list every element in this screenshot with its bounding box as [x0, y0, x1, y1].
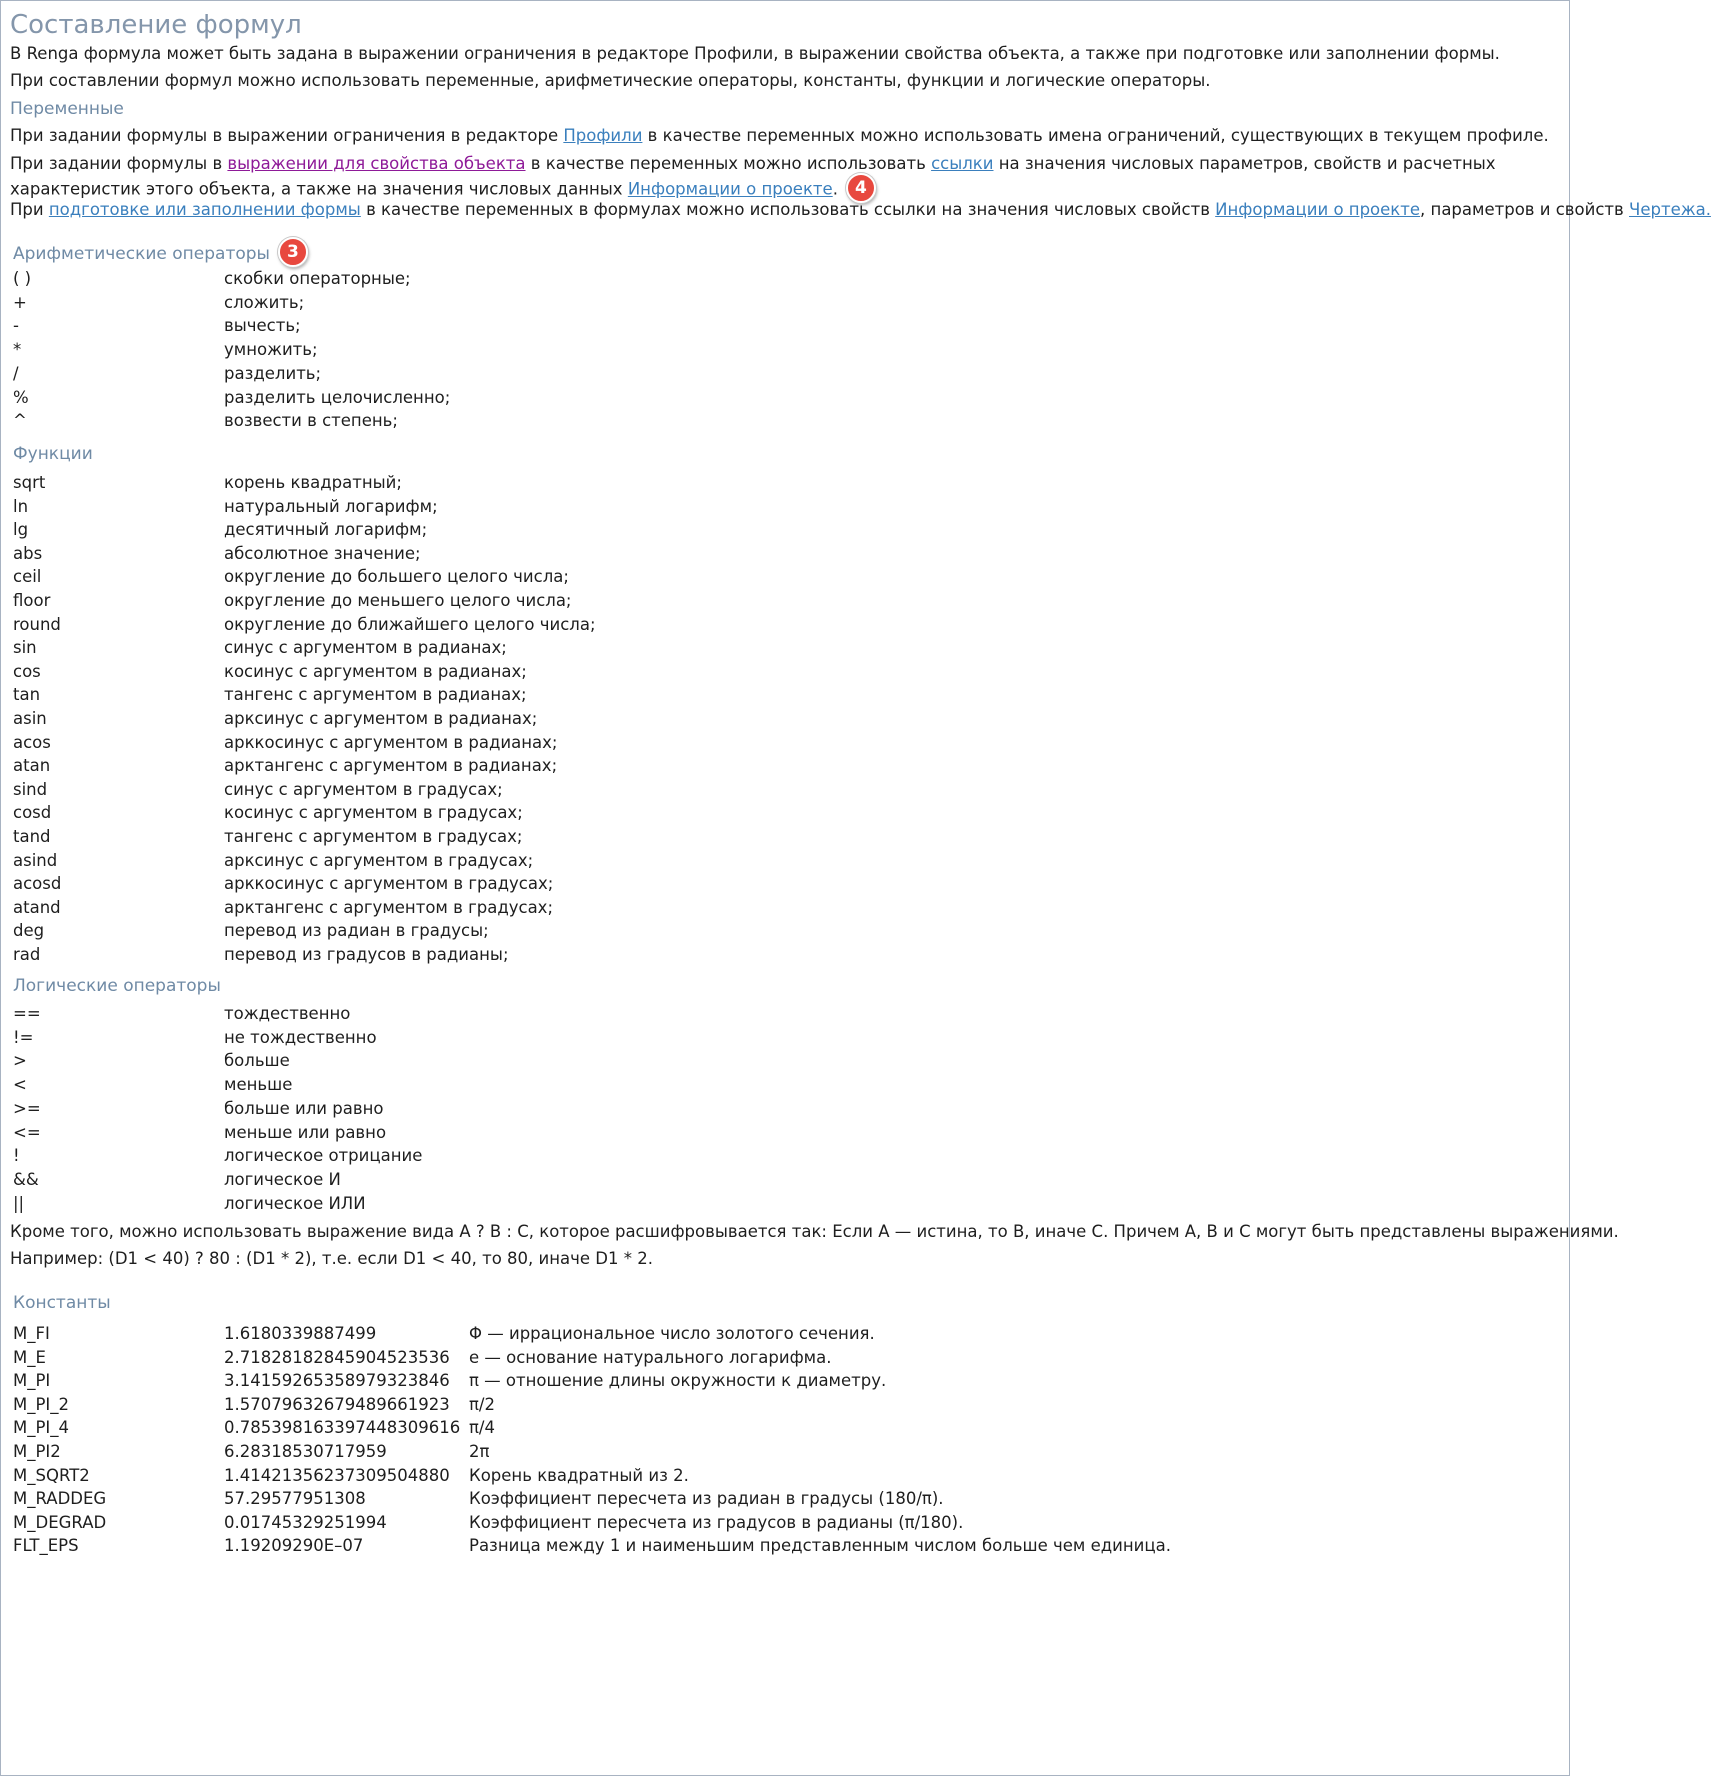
row-name: ( ) — [13, 269, 32, 288]
row-name: < — [13, 1075, 27, 1095]
row-name: >= — [13, 1098, 41, 1118]
row-name: abs — [13, 543, 43, 563]
row-description: логическое ИЛИ — [224, 1193, 366, 1213]
row-description: косинус с аргументом в радианах; — [224, 661, 527, 681]
row-name: M_DEGRAD — [13, 1512, 107, 1532]
variables-paragraph-2: При задании формулы в выражении для свойства объекта в качестве переменных можно использовать ссылки на значения числовых параметров, свойств и расчетных характеристик этого объекта, а также на значения числовых данных Информации о проекте. 4 — [10, 153, 1540, 205]
row-description: вычесть; — [224, 316, 301, 336]
row-name: acos — [13, 732, 51, 752]
row-description: Коэффициент пересчета из градусов в радианы (π/180). — [469, 1512, 964, 1532]
row-description: синус с аргументом в радианах; — [224, 638, 507, 658]
link-references[interactable]: ссылки — [931, 154, 994, 173]
link-project-info[interactable]: Информации о проекте — [1215, 200, 1421, 219]
row-description: меньше — [224, 1075, 293, 1095]
row-value: 0.785398163397448309616 — [224, 1418, 461, 1438]
row-value: 1.57079632679489661923 — [224, 1394, 450, 1414]
row-description: 2π — [469, 1442, 490, 1461]
row-value: 3.14159265358979323846 — [224, 1371, 450, 1391]
row-name: ceil — [13, 567, 42, 587]
row-name: lg — [13, 520, 29, 540]
row-name: == — [13, 1004, 41, 1023]
row-description: арктангенс с аргументом в радианах; — [224, 756, 558, 776]
row-description: Φ — иррациональное число золотого сечения. — [469, 1324, 875, 1343]
row-description: логическое отрицание — [224, 1146, 423, 1166]
row-description: меньше или равно — [224, 1122, 387, 1142]
row-description: π/4 — [469, 1418, 495, 1438]
row-description: округление до ближайшего целого числа; — [224, 614, 596, 634]
row-name: acosd — [13, 874, 62, 894]
row-name: floor — [13, 591, 51, 610]
row-description: натуральный логарифм; — [224, 496, 438, 516]
row-name: cos — [13, 661, 41, 681]
row-description: π/2 — [469, 1394, 495, 1414]
row-name: M_PI — [13, 1371, 51, 1391]
row-description: логическое И — [224, 1169, 341, 1189]
row-description: тангенс с аргументом в радианах; — [224, 685, 527, 705]
logic-heading: Логические операторы — [13, 976, 221, 996]
link-drawing[interactable]: Чертежа. — [1629, 200, 1711, 219]
row-description: скобки операторные; — [224, 269, 411, 288]
row-name: || — [13, 1193, 25, 1213]
intro-paragraph: При составлении формул можно использовать переменные, арифметические операторы, константы, функции и логические операторы. — [10, 71, 1211, 90]
row-name: rad — [13, 945, 41, 964]
row-description: округление до большего целого числа; — [224, 567, 569, 587]
row-name: && — [13, 1169, 39, 1189]
callout-badge: 3 — [278, 237, 308, 267]
row-description: перевод из градусов в радианы; — [224, 945, 509, 964]
row-name: M_PI_2 — [13, 1394, 70, 1414]
row-name: sin — [13, 638, 37, 658]
row-name: M_RADDEG — [13, 1489, 107, 1509]
row-name: cosd — [13, 803, 52, 823]
row-name: M_PI_4 — [13, 1418, 70, 1438]
row-name: - — [13, 316, 19, 336]
link-form-preparation[interactable]: подготовке или заполнении формы — [48, 200, 361, 219]
row-name: sind — [13, 779, 48, 799]
row-value: 57.29577951308 — [224, 1489, 366, 1509]
functions-heading: Функции — [13, 444, 93, 464]
variables-paragraph-1: При задании формулы в выражении ограничения в редакторе Профили в качестве переменных можно использовать имена ограничений, существующих в текущем профиле. — [10, 126, 1549, 145]
row-name: ^ — [13, 411, 27, 431]
row-name: M_SQRT2 — [13, 1465, 90, 1485]
row-name: round — [13, 614, 61, 634]
link-profiles[interactable]: Профили — [563, 126, 643, 145]
row-description: e — основание натурального логарифма. — [469, 1347, 832, 1367]
row-description: округление до меньшего целого числа; — [224, 591, 572, 610]
row-description: тангенс с аргументом в градусах; — [224, 827, 523, 846]
row-name: sqrt — [13, 473, 46, 492]
row-description: Разница между 1 и наименьшим представленным числом больше чем единица. — [469, 1536, 1171, 1556]
row-description: арккосинус с аргументом в градусах; — [224, 874, 554, 894]
row-name: M_E — [13, 1347, 46, 1367]
row-description: абсолютное значение; — [224, 543, 421, 563]
row-name: % — [13, 387, 29, 407]
row-name: M_PI2 — [13, 1442, 61, 1461]
arithmetic-heading: Арифметические операторы 3 — [13, 239, 308, 269]
row-value: 2.71828182845904523536 — [224, 1347, 450, 1367]
row-name: M_FI — [13, 1324, 50, 1343]
row-description: корень квадратный; — [224, 473, 402, 492]
row-name: atand — [13, 897, 61, 917]
row-description: Коэффициент пересчета из радиан в градусы (180/π). — [469, 1489, 944, 1509]
row-name: atan — [13, 756, 51, 776]
row-description: не тождественно — [224, 1027, 377, 1047]
row-name: tand — [13, 827, 51, 846]
callout-badge: 4 — [846, 173, 876, 203]
constants-heading: Константы — [13, 1293, 111, 1313]
row-description: арксинус с аргументом в радианах; — [224, 709, 538, 728]
row-value: 1.41421356237309504880 — [224, 1465, 450, 1485]
row-description: арксинус с аргументом в градусах; — [224, 850, 534, 870]
row-value: 0.01745329251994 — [224, 1512, 387, 1532]
row-description: Корень квадратный из 2. — [469, 1465, 689, 1485]
link-project-info[interactable]: Информации о проекте — [627, 179, 833, 199]
row-description: больше или равно — [224, 1098, 384, 1118]
link-property-expression[interactable]: выражении для свойства объекта — [227, 154, 526, 173]
row-name: ! — [13, 1146, 20, 1166]
intro-paragraph: В Renga формула может быть задана в выражении ограничения в редакторе Профили, в выражении свойства объекта, а также при подготовке или заполнении формы. — [10, 44, 1500, 63]
row-value: 1.19209290E–07 — [224, 1536, 364, 1556]
row-name: asind — [13, 850, 58, 870]
row-name: * — [13, 340, 22, 360]
row-description: перевод из радиан в градусы; — [224, 921, 489, 941]
row-name: tan — [13, 685, 41, 705]
row-value: 1.6180339887499 — [224, 1324, 377, 1343]
row-name: deg — [13, 921, 45, 941]
row-description: тождественно — [224, 1004, 351, 1023]
row-name: <= — [13, 1122, 41, 1142]
row-description: десятичный логарифм; — [224, 520, 428, 540]
page-title: Составление формул — [10, 10, 302, 40]
variables-heading: Переменные — [10, 99, 124, 119]
row-description: разделить; — [224, 363, 322, 383]
row-name: FLT_EPS — [13, 1536, 79, 1556]
row-name: + — [13, 292, 27, 312]
row-description: сложить; — [224, 292, 305, 312]
ternary-example: Например: (D1 < 40) ? 80 : (D1 * 2), т.е. если D1 < 40, то 80, иначе D1 * 2. — [10, 1249, 653, 1268]
variables-paragraph-3: При подготовке или заполнении формы в качестве переменных в формулах можно использовать ссылки на значения числовых свойств Информации о проекте, параметров и свойств Чертежа. — [10, 200, 1711, 219]
row-description: косинус с аргументом в градусах; — [224, 803, 523, 823]
row-description: арккосинус с аргументом в радианах; — [224, 732, 558, 752]
row-name: / — [13, 363, 19, 383]
row-description: π — отношение длины окружности к диаметру. — [469, 1371, 887, 1391]
row-description: больше — [224, 1051, 290, 1071]
row-value: 6.28318530717959 — [224, 1442, 387, 1461]
row-description: возвести в степень; — [224, 411, 398, 431]
row-name: > — [13, 1051, 27, 1071]
row-name: asin — [13, 709, 47, 728]
row-name: ln — [13, 496, 29, 516]
ternary-note: Кроме того, можно использовать выражение вида A ? B : C, которое расшифровывается так: Если A — истина, то B, иначе C. Причем A, B и C могут быть представлены выражениями. — [10, 1222, 1619, 1241]
row-description: синус с аргументом в градусах; — [224, 779, 503, 799]
row-description: арктангенс с аргументом в градусах; — [224, 897, 554, 917]
row-description: разделить целочисленно; — [224, 387, 451, 407]
row-name: != — [13, 1027, 34, 1047]
row-description: умножить; — [224, 340, 318, 360]
